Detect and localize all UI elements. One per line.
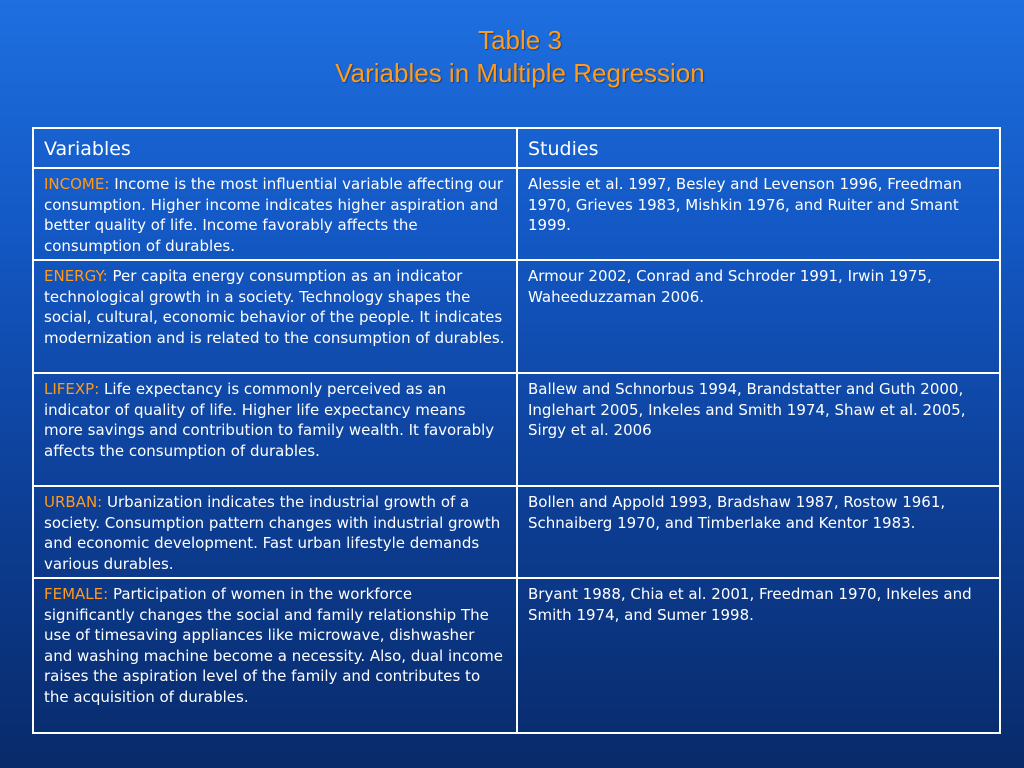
variable-cell <box>33 260 517 373</box>
variable-name: FEMALE: <box>44 585 109 603</box>
variable-description: Per capita energy consumption as an indicator technological growth in a society. Technology shapes the social, cultural, economic behavior of the people. It indicates modernization and is related to the consumption of durables. <box>44 267 505 347</box>
table-row <box>33 578 1000 733</box>
studies-cell: Ballew and Schnorbus 1994, Brandstatter and Guth 2000, Inglehart 2005, Inkeles and Smith 1974, Shaw et al. 2005, Sirgy et al. 2006 <box>517 373 1000 486</box>
table-header-row <box>33 128 1000 168</box>
studies-cell: Armour 2002, Conrad and Schroder 1991, Irwin 1975, Waheeduzzaman 2006. <box>517 260 1000 373</box>
variable-cell <box>33 486 517 578</box>
table-row <box>33 486 1000 578</box>
variable-name: INCOME: <box>44 175 110 193</box>
variable-name: URBAN: <box>44 493 103 511</box>
variable-description: Urbanization indicates the industrial growth of a society. Consumption pattern changes with industrial growth and economic development. Fast urban lifestyle demands various durables. <box>44 493 501 573</box>
regression-variables-table <box>32 127 1001 734</box>
title-line-1: Table 3 <box>478 25 562 55</box>
title-line-2: Variables in Multiple Regression <box>335 58 705 88</box>
variable-cell <box>33 373 517 486</box>
variable-description: Participation of women in the workforce significantly changes the social and family relationship The use of timesaving appliances like microwave, dishwasher and washing machine become a necessity. Also, dual income raises the aspiration level of the family and contributes to the acquisition of durables. <box>44 585 503 706</box>
studies-cell: Bollen and Appold 1993, Bradshaw 1987, Rostow 1961, Schnaiberg 1970, and Timberlake and Kentor 1983. <box>517 486 1000 578</box>
studies-cell: Bryant 1988, Chia et al. 2001, Freedman 1970, Inkeles and Smith 1974, and Sumer 1998. <box>517 578 1000 733</box>
slide-title <box>0 24 1024 90</box>
table-row <box>33 168 1000 260</box>
header-studies: Studies <box>517 128 1000 168</box>
variable-description: Income is the most influential variable affecting our consumption. Higher income indicates higher aspiration and better quality of life. Income favorably affects the consumption of durables. <box>44 175 504 255</box>
variable-description: Life expectancy is commonly perceived as an indicator of quality of life. Higher life expectancy means more savings and contribution to family wealth. It favorably affects the consumption of durables. <box>44 380 495 460</box>
variable-name: ENERGY: <box>44 267 108 285</box>
header-variables: Variables <box>33 128 517 168</box>
studies-cell: Alessie et al. 1997, Besley and Levenson 1996, Freedman 1970, Grieves 1983, Mishkin 1976, and Ruiter and Smant 1999. <box>517 168 1000 260</box>
variable-cell <box>33 168 517 260</box>
table-row <box>33 373 1000 486</box>
variable-cell <box>33 578 517 733</box>
variable-name: LIFEXP: <box>44 380 100 398</box>
table-row <box>33 260 1000 373</box>
